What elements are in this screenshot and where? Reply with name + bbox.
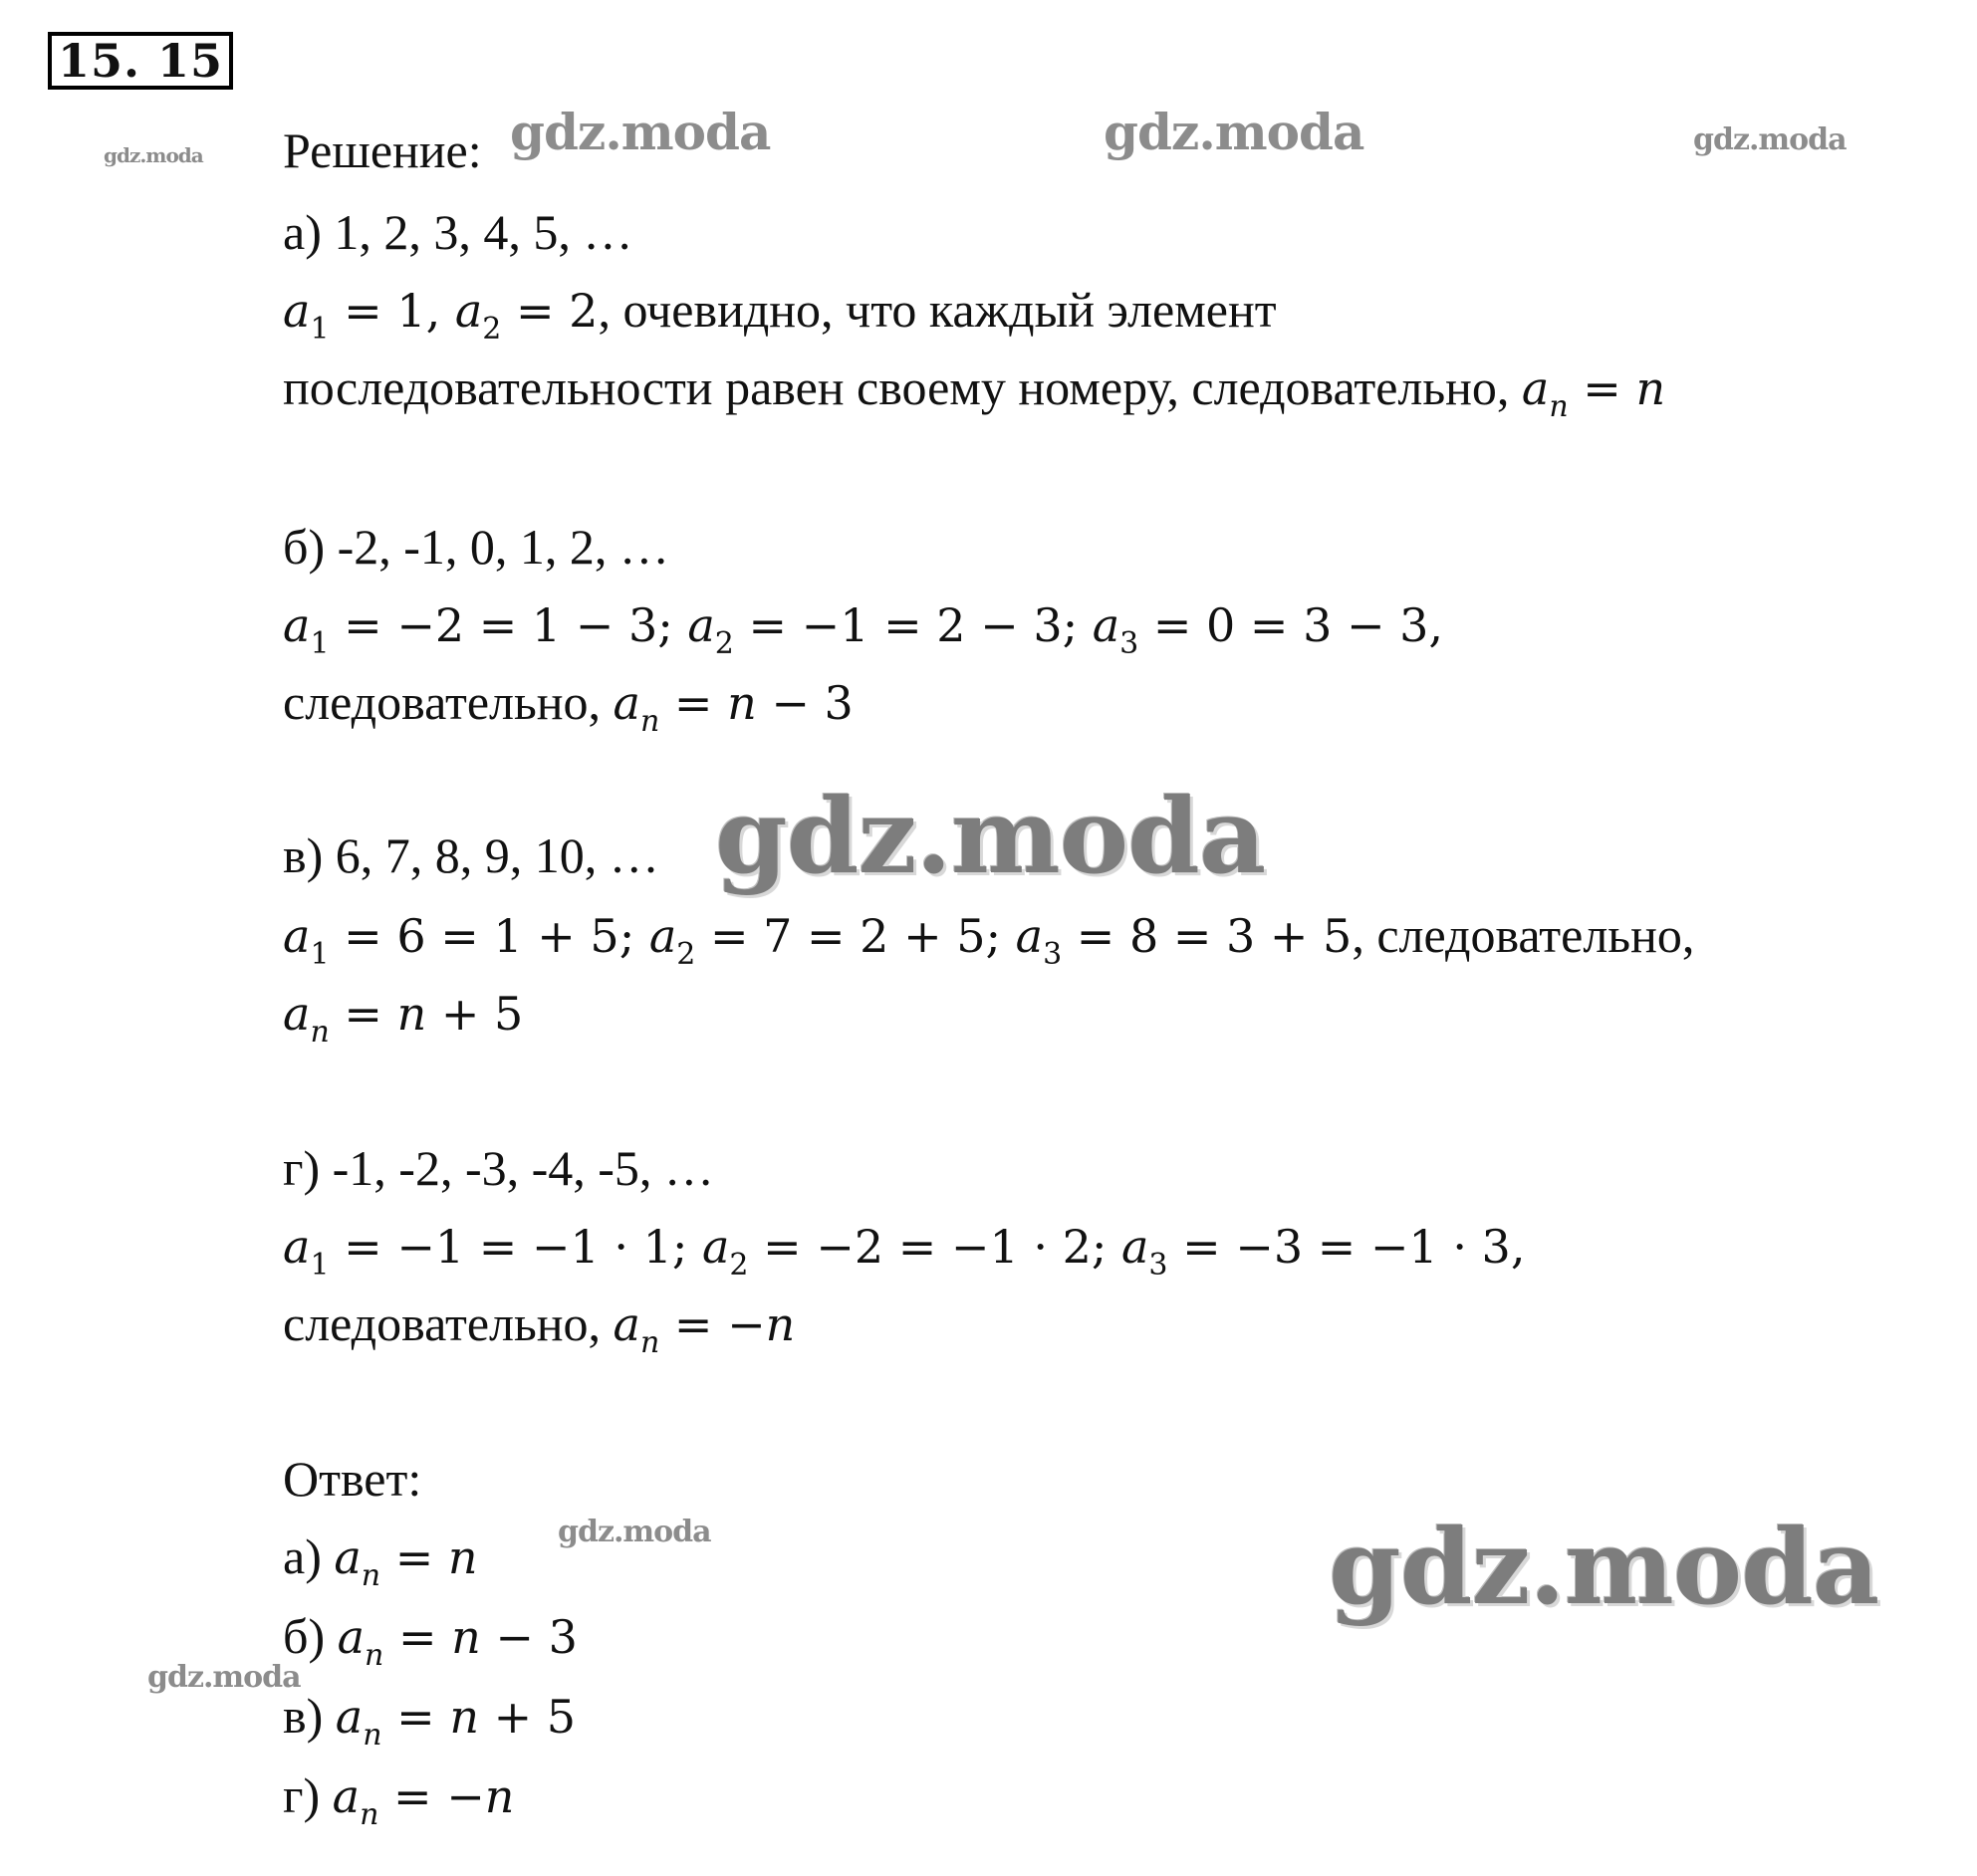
part-a-line1-text: , очевидно, что каждый элемент <box>598 282 1277 338</box>
part-a-line1 <box>283 282 1277 347</box>
answer-item-v <box>283 1688 577 1753</box>
answer-letter-v: в) <box>283 1688 336 1744</box>
part-g-line2 <box>283 1295 796 1360</box>
watermark: gdz.moda <box>104 143 203 167</box>
answer-math-v: $a_n = n + 5$ <box>335 1690 577 1753</box>
answer-letter-a: а) <box>283 1528 335 1584</box>
part-a-line2 <box>283 359 1666 424</box>
answer-item-a <box>283 1528 478 1593</box>
watermark: gdz.moda <box>147 1660 301 1695</box>
part-v-after-math: , следовательно, <box>1352 907 1695 963</box>
answer-math-a: $a_n = n$ <box>334 1530 478 1593</box>
answer-letter-g: г) <box>283 1767 333 1823</box>
part-v-math: $a_1 = 6 = 1 + 5$; $a_2 = 7 = 2 + 5$; $a_3 = 8 = 3 + 5$ <box>283 909 1353 972</box>
part-g-conclusion: следовательно, <box>283 1295 614 1351</box>
part-b-line1 <box>283 598 1444 661</box>
part-a-result: $a_n = n$ <box>1521 361 1666 424</box>
part-a-line2-text: последовательности равен своему номеру, следовательно, <box>283 359 1522 415</box>
watermark: gdz.moda <box>558 1515 711 1549</box>
part-v-line2 <box>283 987 524 1050</box>
part-g-line1 <box>283 1220 1526 1283</box>
part-b-math: $a_1 = -2 = 1 - 3$; $a_2 = -1 = 2 - 3$; $a_3 = 0 = 3 - 3$, <box>283 598 1444 661</box>
watermark: gdz.moda <box>510 103 771 161</box>
answer-label: Ответ: <box>283 1451 422 1507</box>
part-a-math1: $a_1 = 1$, $a_2 = 2$ <box>283 284 599 347</box>
answer-item-g <box>283 1767 515 1832</box>
part-b-conclusion: следовательно, <box>283 674 614 730</box>
watermark: gdz.moda <box>1329 1506 1879 1628</box>
part-g-sequence: г) -1, -2, -3, -4, -5, … <box>283 1140 714 1196</box>
solution-label: Решение: <box>283 122 482 178</box>
part-v-sequence: в) 6, 7, 8, 9, 10, … <box>283 827 659 883</box>
part-v-result: $a_n = n + 5$ <box>283 987 524 1050</box>
part-g-math: $a_1 = -1 = -1 \cdot 1$; $a_2 = -2 = -1 \cdot 2$; $a_3 = -3 = -1 \cdot 3$, <box>283 1220 1526 1283</box>
part-v-line1 <box>283 907 1695 972</box>
answer-math-b: $a_n = n - 3$ <box>337 1610 578 1673</box>
answer-math-g: $a_n = -n$ <box>332 1769 515 1832</box>
part-g-result: $a_n = -n$ <box>613 1297 796 1360</box>
watermark: gdz.moda <box>1104 103 1364 161</box>
part-a-sequence: а) 1, 2, 3, 4, 5, … <box>283 204 633 260</box>
answer-letter-b: б) <box>283 1608 338 1664</box>
watermark: gdz.moda <box>1693 122 1847 157</box>
part-b-sequence: б) -2, -1, 0, 1, 2, … <box>283 519 669 575</box>
part-b-line2 <box>283 674 854 739</box>
part-b-result: $a_n = n - 3$ <box>613 676 854 739</box>
watermark: gdz.moda <box>715 775 1266 897</box>
answer-item-b <box>283 1608 578 1673</box>
problem-number-box: 15. 15 <box>48 32 233 90</box>
